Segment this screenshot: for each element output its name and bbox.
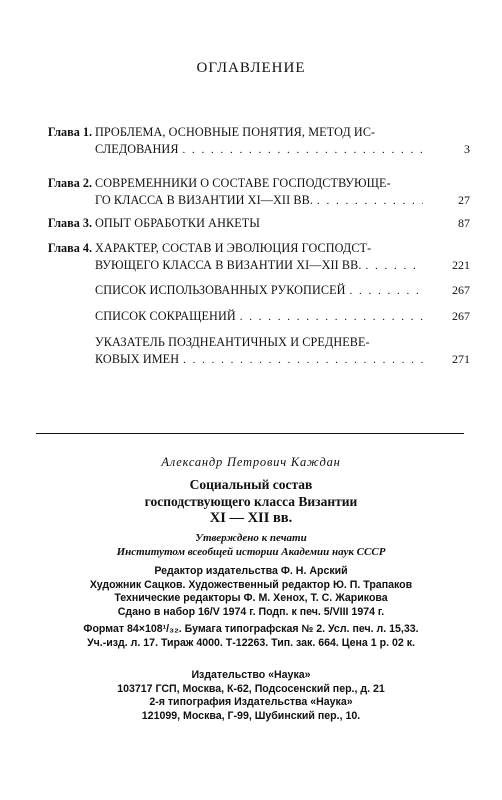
leader-dots [183,352,423,369]
approval-line: Утверждено к печати [195,532,307,544]
book-title-line: Социальный состав [189,477,313,492]
chapter-number: Глава 2. [47,176,92,190]
entry-title-line: СЛЕДОВАНИЯ [95,142,179,156]
entry-title-line: КОВЫХ ИМЕН [95,352,180,366]
toc-title: ОГЛАВЛЕНИЕ [196,60,306,76]
credit-line: Сдано в набор 16/V 1974 г. Подп. к печ. 5/VIII 1974 г. [117,605,385,618]
chapter-number: Глава 3. [47,216,92,230]
credit-line: Художник Сацков. Художественный редактор Ю. П. Трапаков [89,578,413,591]
page-number: 27 [458,193,470,207]
entry-title-line: СОВРЕМЕННИКИ О СОСТАВЕ ГОСПОДСТВУЮЩЕ- [95,176,391,190]
book-title [0,476,502,527]
approval-line: Институтом всеобщей истории Академии наук СССР [116,546,386,558]
entry-title-line: ПРОБЛЕМА, ОСНОВНЫЕ ПОНЯТИЯ, МЕТОД ИС- [95,125,376,139]
divider-rule [36,433,464,434]
publisher-line: 2-я типография Издательства «Наука» [149,696,353,709]
leader-dots [240,309,423,326]
entry-title-line: ОПЫТ ОБРАБОТКИ АНКЕТЫ [95,216,261,230]
chapter-number: Глава 1. [47,125,92,139]
publisher-line: 121099, Москва, Г-99, Шубинский пер., 10. [141,709,361,722]
entry-title-line: УКАЗАТЕЛЬ ПОЗДНЕАНТИЧНЫХ И СРЕДНЕВЕ- [95,335,370,349]
leader-dots [350,283,423,300]
page-number: 3 [464,142,470,156]
entry-title-line: ХАРАКТЕР, СОСТАВ И ЭВОЛЮЦИЯ ГОСПОДСТ- [95,241,372,255]
credit-line: Технические редакторы Ф. М. Хенох, Т. С. Жарикова [114,592,388,605]
publisher-block [0,669,502,723]
chapter-number: Глава 4. [47,241,92,255]
leader-dots [317,193,423,210]
publisher-line: Издательство «Наука» [191,669,311,681]
book-title-line: XI — XII вв. [209,510,293,526]
credit-line: Формат 84×108¹/₃₂. Бумага типографская № 2. Усл. печ. л. 15,33. [83,623,419,636]
leader-dots [366,258,423,275]
leader-dots [183,142,423,159]
author-name: Александр Петрович Каждан [161,455,341,469]
approval-note [0,531,502,559]
book-title-line: господствующего класса Византии [144,494,358,509]
entry-title-line: ВУЮЩЕГО КЛАССА В ВИЗАНТИИ XI—XII ВВ. [95,258,362,272]
publisher-line: 103717 ГСП, Москва, К-62, Подсосенский пер., д. 21 [117,682,385,695]
entry-title-line: ГО КЛАССА В ВИЗАНТИИ XI—XII ВВ. [95,193,314,207]
credit-line: Редактор издательства Ф. Н. Арский [154,565,348,577]
page-number: 271 [452,352,470,366]
credit-line: Уч.-изд. л. 17. Тираж 4000. Т-12263. Тип. зак. 664. Цена 1 р. 02 к. [87,636,415,649]
page-number: 267 [452,309,470,323]
page-number: 87 [458,216,470,230]
entry-title-line: СПИСОК ИСПОЛЬЗОВАННЫХ РУКОПИСЕЙ [95,283,346,297]
entry-title-line: СПИСОК СОКРАЩЕНИЙ [95,309,236,323]
credits-block [0,565,502,651]
page-number: 221 [452,258,470,272]
page-number: 267 [452,283,470,297]
